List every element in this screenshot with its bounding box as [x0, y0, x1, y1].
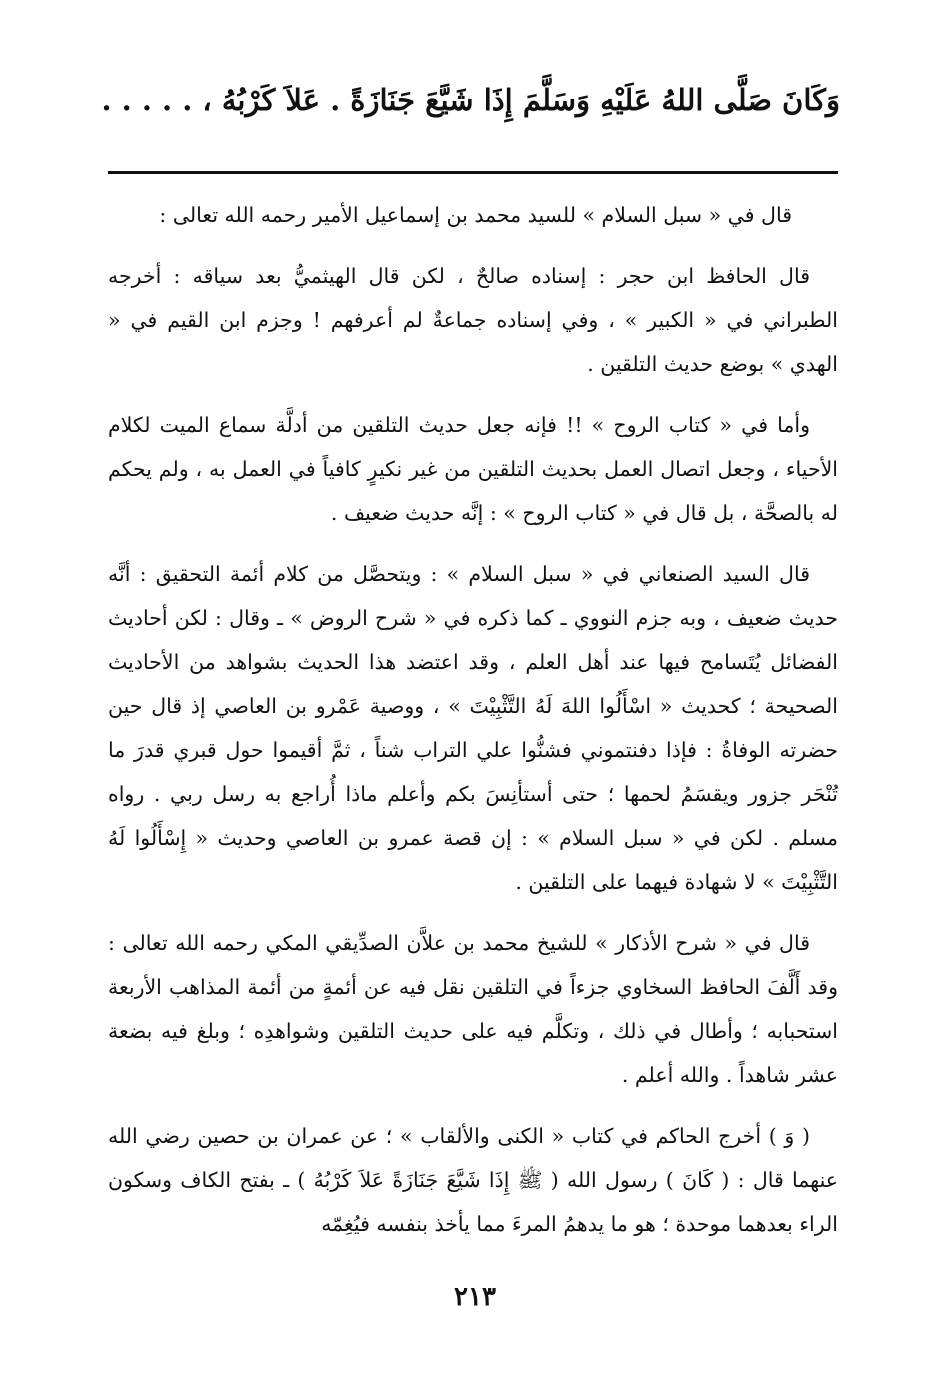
commentary-text	[108, 193, 838, 1263]
paragraph-ibn-hajar: قال الحافظ ابن حجر : إسناده صالحٌ ، لكن قال الهيثميُّ بعد سياقه : أخرجه الطبراني في « الكبير » ، وفي إسناده جماعةٌ لم أعرفهم ! وجزم ابن القيم في « الهدي » بوضع حديث التلقين .	[108, 264, 838, 376]
header-divider	[108, 171, 838, 174]
page-number: ٢١٣	[454, 1282, 496, 1312]
paragraph-sharh-adhkar: قال في « شرح الأذكار » للشيخ محمد بن علاَّن الصدِّيقي المكي رحمه الله تعالى : وقد أَلَّفَ الحافظ السخاوي جزءاً في التلقين نقل فيه عن أئمةٍ من أئمة المذاهب الأربعة استحبابه ؛ وأطال في ذلك ، وتكلَّم فيه على حديث التلقين وشواهدِه ؛ وبلغ فيه بضعة عشر شاهداً . والله أعلم .	[108, 931, 838, 1087]
hadith-header: وَكَانَ صَلَّى اللهُ عَلَيْهِ وَسَلَّمَ إِذَا شَيَّعَ جَنَازَةً . عَلاَ كَرْبُهُ ، . . . . .	[101, 83, 840, 117]
paragraph-subul-intro: قال في « سبل السلام » للسيد محمد بن إسماعيل الأمير رحمه الله تعالى :	[159, 203, 792, 227]
paragraph-kitab-al-ruh: وأما في « كتاب الروح » !! فإنه جعل حديث التلقين من أدلَّة سماع الميت لكلام الأحياء ، وجعل اتصال العمل بحديث التلقين من غير نكيرٍ كافياً في العمل به ، ولم يحكم له بالصحَّة ، بل قال في « كتاب الروح » : إنَّه حديث ضعيف .	[108, 413, 838, 525]
paragraph-hakim: ( وَ ) أخرج الحاكم في كتاب « الكنى والألقاب » ؛ عن عمران بن حصين رضي الله عنهما قال : ( كَانَ ) رسول الله ( ﷺ إِذَا شَيَّعَ جَنَازَةً عَلاَ كَرْبُهُ ) ـ بفتح الكاف وسكون الراء بعدهما موحدة ؛ هو ما يدهمُ المرءَ مما يأخذ بنفسه فيُغِمّه	[108, 1124, 838, 1236]
paragraph-sanani: قال السيد الصنعاني في « سبل السلام » : ويتحصَّل من كلام أئمة التحقيق : أنَّه حديث ضعيف ، وبه جزم النووي ـ كما ذكره في « شرح الروض » ـ وقال : لكن أحاديث الفضائل يُتَسامح فيها عند أهل العلم ، وقد اعتضد هذا الحديث بشواهد من الأحاديث الصحيحة ؛ كحديث « اسْأَلُوا اللهَ لَهُ التَّثْبِيْتَ » ، ووصية عَمْرو بن العاصي إذ قال حين حضرته الوفاةُ : فإذا دفنتموني فشنُّوا علي التراب شناً ، ثمَّ أقيموا حول قبري قدرَ ما تُنْحَر جزور ويقسَمُ لحمها ؛ حتى أستأنِسَ بكم وأعلم ماذا أُراجع به رسل ربي . رواه مسلم . لكن في « سبل السلام » : إن قصة عمرو بن العاصي وحديث « إِسْأَلُوا لَهُ التَّثْبِيْتَ » لا شهادة فيهما على التلقين .	[108, 562, 838, 894]
